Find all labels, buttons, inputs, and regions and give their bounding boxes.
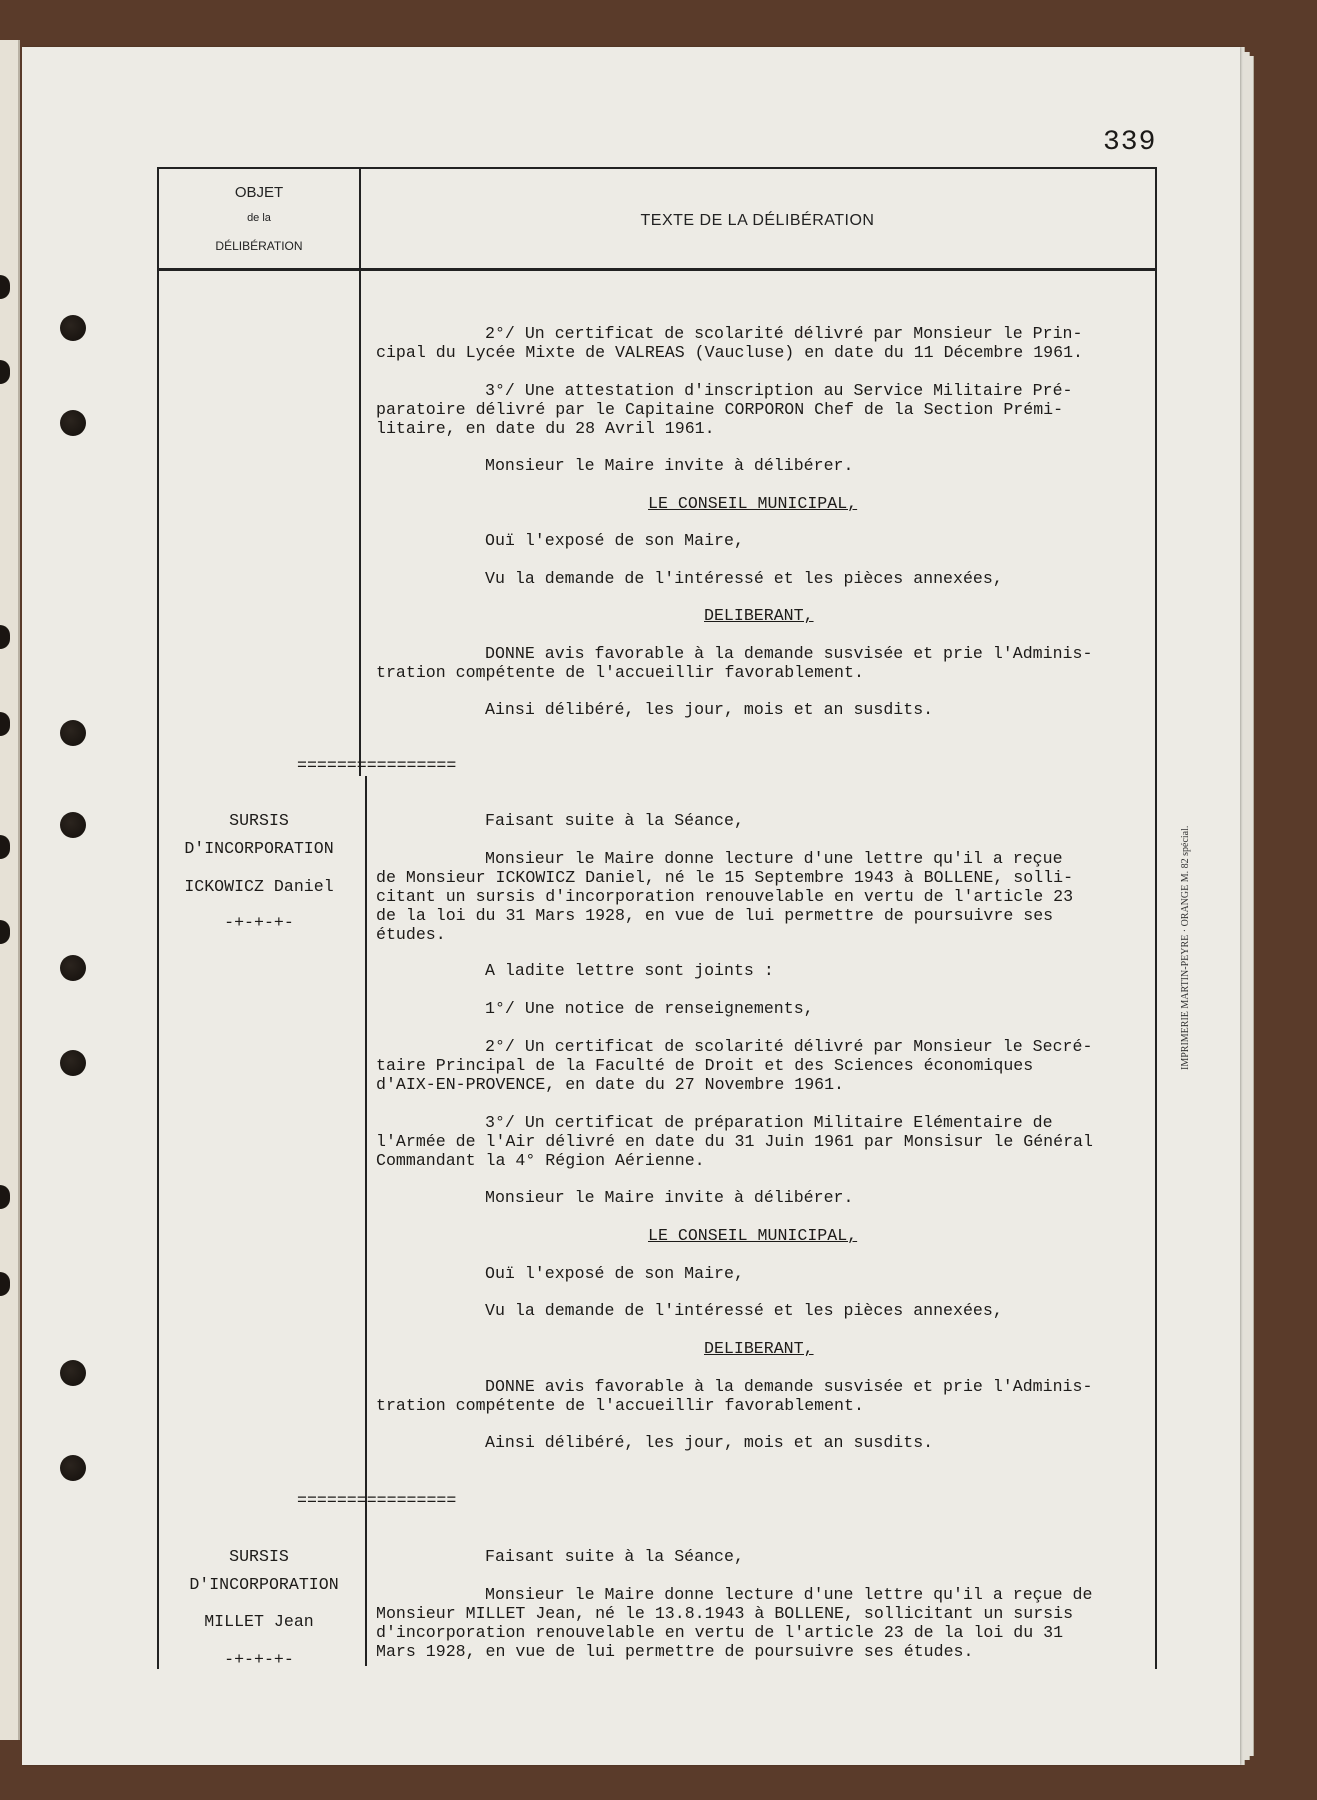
s2-item3-line2: l'Armée de l'Air délivré en date du 31 Juin 1961 par Monsisur le Général: [376, 1132, 1093, 1151]
page-stack-edge: [1248, 56, 1254, 1756]
s3-objet-line3: MILLET Jean: [204, 1612, 314, 1631]
s1-item3-line3: litaire, en date du 28 Avril 1961.: [376, 419, 715, 438]
s2-maire-invite: Monsieur le Maire invite à délibérer.: [485, 1188, 854, 1207]
s1-vu: Vu la demande de l'intéressé et les pièces annexées,: [485, 569, 1003, 588]
s3-lecture-line1: Monsieur le Maire donne lecture d'une lettre qu'il a reçue de: [485, 1585, 1093, 1604]
punch-hole: [60, 720, 86, 746]
s1-item2-line1: 2°/ Un certificat de scolarité délivré par Monsieur le Prin-: [485, 324, 1083, 343]
s2-item1: 1°/ Une notice de renseignements,: [485, 999, 814, 1018]
s2-vu: Vu la demande de l'intéressé et les pièces annexées,: [485, 1301, 1003, 1320]
s2-lecture-line3: citant un sursis d'incorporation renouvelable en vertu de l'article 23: [376, 887, 1074, 906]
s3-objet-mark: -+-+-+-: [224, 1650, 294, 1669]
header-objet-de-la: de la: [247, 212, 271, 224]
printer-imprint: IMPRIMERIE MARTIN-PEYRE · ORANGE M. 82 spécial.: [1180, 825, 1191, 1070]
s2-joints: A ladite lettre sont joints :: [485, 961, 774, 980]
header-rule: [157, 268, 1155, 271]
punch-hole: [60, 812, 86, 838]
s2-lecture-line2: de Monsieur ICKOWICZ Daniel, né le 15 Septembre 1943 à BOLLENE, solli-: [376, 868, 1074, 887]
s3-lecture-line4: Mars 1928, en vue de lui permettre de poursuivre ses études.: [376, 1642, 974, 1661]
punch-hole: [60, 1360, 86, 1386]
s3-lecture-line3: d'incorporation renouvelable en vertu de l'article 23 de la loi du 31: [376, 1623, 1064, 1642]
s2-faisant: Faisant suite à la Séance,: [485, 811, 744, 830]
s2-donne-line1: DONNE avis favorable à la demande susvisée et prie l'Adminis-: [485, 1377, 1093, 1396]
s2-item2-line1: 2°/ Un certificat de scolarité délivré par Monsieur le Secré-: [485, 1037, 1093, 1056]
header-objet: OBJET: [234, 184, 284, 201]
punch-hole: [60, 410, 86, 436]
punch-hole: [60, 315, 86, 341]
s2-item3-line3: Commandant la 4° Région Aérienne.: [376, 1151, 705, 1170]
s2-lecture-line4: de la loi du 31 Mars 1928, en vue de lui permettre de poursuivre ses: [376, 906, 1054, 925]
s2-item2-line2: taire Principal de la Faculté de Droit et des Sciences économiques: [376, 1056, 1034, 1075]
s1-conseil-heading: LE CONSEIL MUNICIPAL,: [648, 494, 858, 513]
s1-ainsi: Ainsi délibéré, les jour, mois et an susdits.: [485, 700, 934, 719]
s2-objet-line3: ICKOWICZ Daniel: [184, 877, 334, 896]
column-divider: [359, 169, 361, 776]
s2-donne-line2: tration compétente de l'accueillir favorablement.: [376, 1396, 864, 1415]
s2-conseil-heading: LE CONSEIL MUNICIPAL,: [648, 1226, 858, 1245]
s3-faisant: Faisant suite à la Séance,: [485, 1547, 744, 1566]
s2-deliberant-heading: DELIBERANT,: [704, 1339, 814, 1358]
punch-hole: [60, 955, 86, 981]
s3-lecture-line2: Monsieur MILLET Jean, né le 13.8.1943 à BOLLENE, sollicitant un sursis: [376, 1604, 1074, 1623]
s1-oui: Ouï l'exposé de son Maire,: [485, 531, 744, 550]
header-objet-deliberation: DÉLIBÉRATION: [215, 239, 303, 253]
s2-item3-line1: 3°/ Un certificat de préparation Militaire Elémentaire de: [485, 1113, 1053, 1132]
s1-donne-line2: tration compétente de l'accueillir favorablement.: [376, 663, 864, 682]
punch-hole: [60, 1455, 86, 1481]
s1-item2-line2: cipal du Lycée Mixte de VALREAS (Vaucluse) en date du 11 Décembre 1961.: [376, 343, 1084, 362]
page-number: 339: [1103, 127, 1157, 158]
s1-deliberant-heading: DELIBERANT,: [704, 606, 814, 625]
s1-item3-line2: paratoire délivré par le Capitaine CORPORON Chef de la Section Prémi-: [376, 400, 1064, 419]
s2-lecture-line1: Monsieur le Maire donne lecture d'une lettre qu'il a reçue: [485, 849, 1063, 868]
s2-objet-line1: SURSIS: [229, 811, 289, 830]
header-texte: TEXTE DE LA DÉLIBÉRATION: [640, 212, 875, 229]
s3-objet-line1: SURSIS: [229, 1547, 289, 1566]
punch-hole: [60, 1050, 86, 1076]
s3-objet-line2: D'INCORPORATION: [189, 1575, 339, 1594]
s2-objet-line2: D'INCORPORATION: [184, 839, 334, 858]
s2-lecture-line5: études.: [376, 925, 446, 944]
separator-line: ================: [297, 1491, 457, 1510]
s2-item2-line3: d'AIX-EN-PROVENCE, en date du 27 Novembre 1961.: [376, 1075, 845, 1094]
s2-oui: Ouï l'exposé de son Maire,: [485, 1264, 744, 1283]
separator-line: ================: [297, 756, 457, 775]
s1-item3-line1: 3°/ Une attestation d'inscription au Service Militaire Pré-: [485, 381, 1073, 400]
s2-ainsi: Ainsi délibéré, les jour, mois et an susdits.: [485, 1433, 934, 1452]
column-divider: [365, 776, 367, 1666]
s2-objet-mark: -+-+-+-: [224, 913, 294, 932]
s1-donne-line1: DONNE avis favorable à la demande susvisée et prie l'Adminis-: [485, 644, 1093, 663]
s1-maire-invite: Monsieur le Maire invite à délibérer.: [485, 456, 854, 475]
